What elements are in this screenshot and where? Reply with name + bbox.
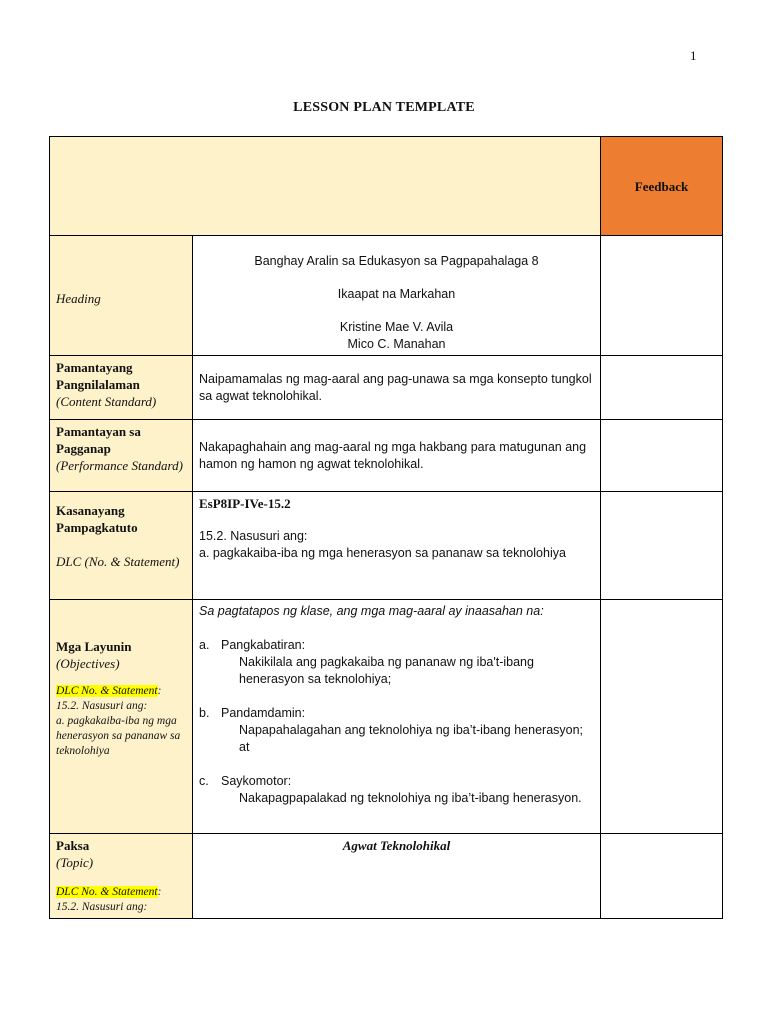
objective-title-a: Pangkabatiran: bbox=[221, 638, 306, 652]
performance-standard-cell bbox=[193, 420, 601, 492]
content-standard-feedback-cell bbox=[601, 356, 723, 420]
objectives-dlc-line-1: 15.2. Nasusuri ang: bbox=[56, 700, 148, 712]
objective-item-c bbox=[199, 773, 594, 790]
content-standard-label: Pamantayang Pangnilalaman bbox=[56, 360, 140, 392]
objective-item-b bbox=[199, 705, 594, 722]
competency-line-2: a. pagkakaiba-iba ng mga henerasyon sa pananaw sa teknolohiya bbox=[199, 546, 566, 560]
content-standard-text: Naipamamalas ng mag-aaral ang pag-unawa sa mga konsepto tungkol sa agwat teknolohikal. bbox=[199, 371, 592, 403]
competency-cell bbox=[193, 492, 601, 600]
competency-label: Kasanayang Pampagkatuto bbox=[56, 503, 138, 535]
objective-marker-a: a. bbox=[199, 638, 210, 652]
performance-standard-label: Pamantayan sa Pagganap bbox=[56, 424, 141, 456]
topic-dlc-colon: : bbox=[157, 886, 162, 898]
content-standard-label-cell bbox=[50, 356, 193, 420]
content-standard-cell bbox=[193, 356, 601, 420]
topic-dlc-line: 15.2. Nasusuri ang: bbox=[56, 901, 148, 913]
heading-content-cell bbox=[193, 236, 601, 356]
objectives-label: Mga Layunin bbox=[56, 639, 132, 654]
objectives-dlc-line-2: a. pagkakaiba-iba ng mga henerasyon sa pananaw sa teknolohiya bbox=[56, 715, 181, 757]
topic-cell bbox=[193, 834, 601, 919]
heading-row bbox=[50, 236, 723, 356]
objectives-cell bbox=[193, 600, 601, 834]
competency-code: EsP8IP-IVe-15.2 bbox=[199, 496, 291, 511]
feedback-label: Feedback bbox=[634, 178, 689, 194]
heading-label: Heading bbox=[56, 290, 101, 306]
heading-line-course: Banghay Aralin sa Edukasyon sa Pagpapahalaga 8 bbox=[254, 254, 539, 268]
objectives-dlc-colon: : bbox=[157, 685, 162, 697]
performance-standard-sublabel: (Performance Standard) bbox=[56, 458, 183, 473]
objective-text-c: Nakapagpapalakad ng teknolohiya ng iba’t-ibang henerasyon. bbox=[239, 791, 582, 805]
performance-standard-label-cell bbox=[50, 420, 193, 492]
page-number: 1 bbox=[690, 48, 697, 63]
topic-label: Paksa bbox=[56, 838, 90, 853]
competency-line-1: 15.2. Nasusuri ang: bbox=[199, 529, 308, 543]
header-row bbox=[50, 137, 723, 236]
objectives-row bbox=[50, 600, 723, 834]
heading-label-cell bbox=[50, 236, 193, 356]
heading-line-quarter: Ikaapat na Markahan bbox=[337, 287, 456, 301]
objectives-feedback-cell bbox=[601, 600, 723, 834]
objectives-intro: Sa pagtatapos ng klase, ang mga mag-aaral ay inaasahan na: bbox=[199, 604, 544, 618]
objective-title-b: Pandamdamin: bbox=[221, 706, 306, 720]
heading-feedback-cell bbox=[601, 236, 723, 356]
objectives-dlc-label: DLC No. & Statement bbox=[56, 685, 158, 697]
objective-text-a: Nakikilala ang pagkakaiba ng pananaw ng iba't-ibang henerasyon sa teknolohiya; bbox=[239, 655, 534, 686]
competency-feedback-cell bbox=[601, 492, 723, 600]
document-title: LESSON PLAN TEMPLATE bbox=[293, 100, 475, 115]
competency-label-cell bbox=[50, 492, 193, 600]
topic-title: Agwat Teknolohikal bbox=[342, 838, 451, 853]
objective-text-b: Napapahalagahan ang teknolohiya ng iba’t-ibang henerasyon; at bbox=[239, 723, 584, 754]
objective-title-c: Saykomotor: bbox=[221, 774, 292, 788]
topic-label-cell bbox=[50, 834, 193, 919]
competency-sublabel: DLC (No. & Statement) bbox=[56, 554, 180, 569]
heading-line-author-2: Mico C. Manahan bbox=[347, 337, 446, 351]
competency-row bbox=[50, 492, 723, 600]
performance-standard-row bbox=[50, 420, 723, 492]
header-blank-cell bbox=[50, 137, 601, 236]
content-standard-row bbox=[50, 356, 723, 420]
performance-standard-text: Nakapaghahain ang mag-aaral ng mga hakbang para matugunan ang hamon ng hamon ng agwat teknolohikal. bbox=[199, 439, 587, 471]
lesson-plan-table bbox=[49, 136, 723, 919]
topic-row bbox=[50, 834, 723, 919]
objective-marker-c: c. bbox=[199, 774, 209, 788]
heading-line-author-1: Kristine Mae V. Avila bbox=[339, 320, 454, 334]
topic-feedback-cell bbox=[601, 834, 723, 919]
objective-item-a bbox=[199, 637, 594, 654]
objectives-sublabel: (Objectives) bbox=[56, 656, 120, 671]
objective-marker-b: b. bbox=[199, 706, 210, 720]
topic-sublabel: (Topic) bbox=[56, 855, 94, 870]
objectives-label-cell bbox=[50, 600, 193, 834]
performance-standard-feedback-cell bbox=[601, 420, 723, 492]
content-standard-sublabel: (Content Standard) bbox=[56, 394, 157, 409]
topic-dlc-label: DLC No. & Statement bbox=[56, 886, 158, 898]
feedback-header-cell bbox=[601, 137, 723, 236]
